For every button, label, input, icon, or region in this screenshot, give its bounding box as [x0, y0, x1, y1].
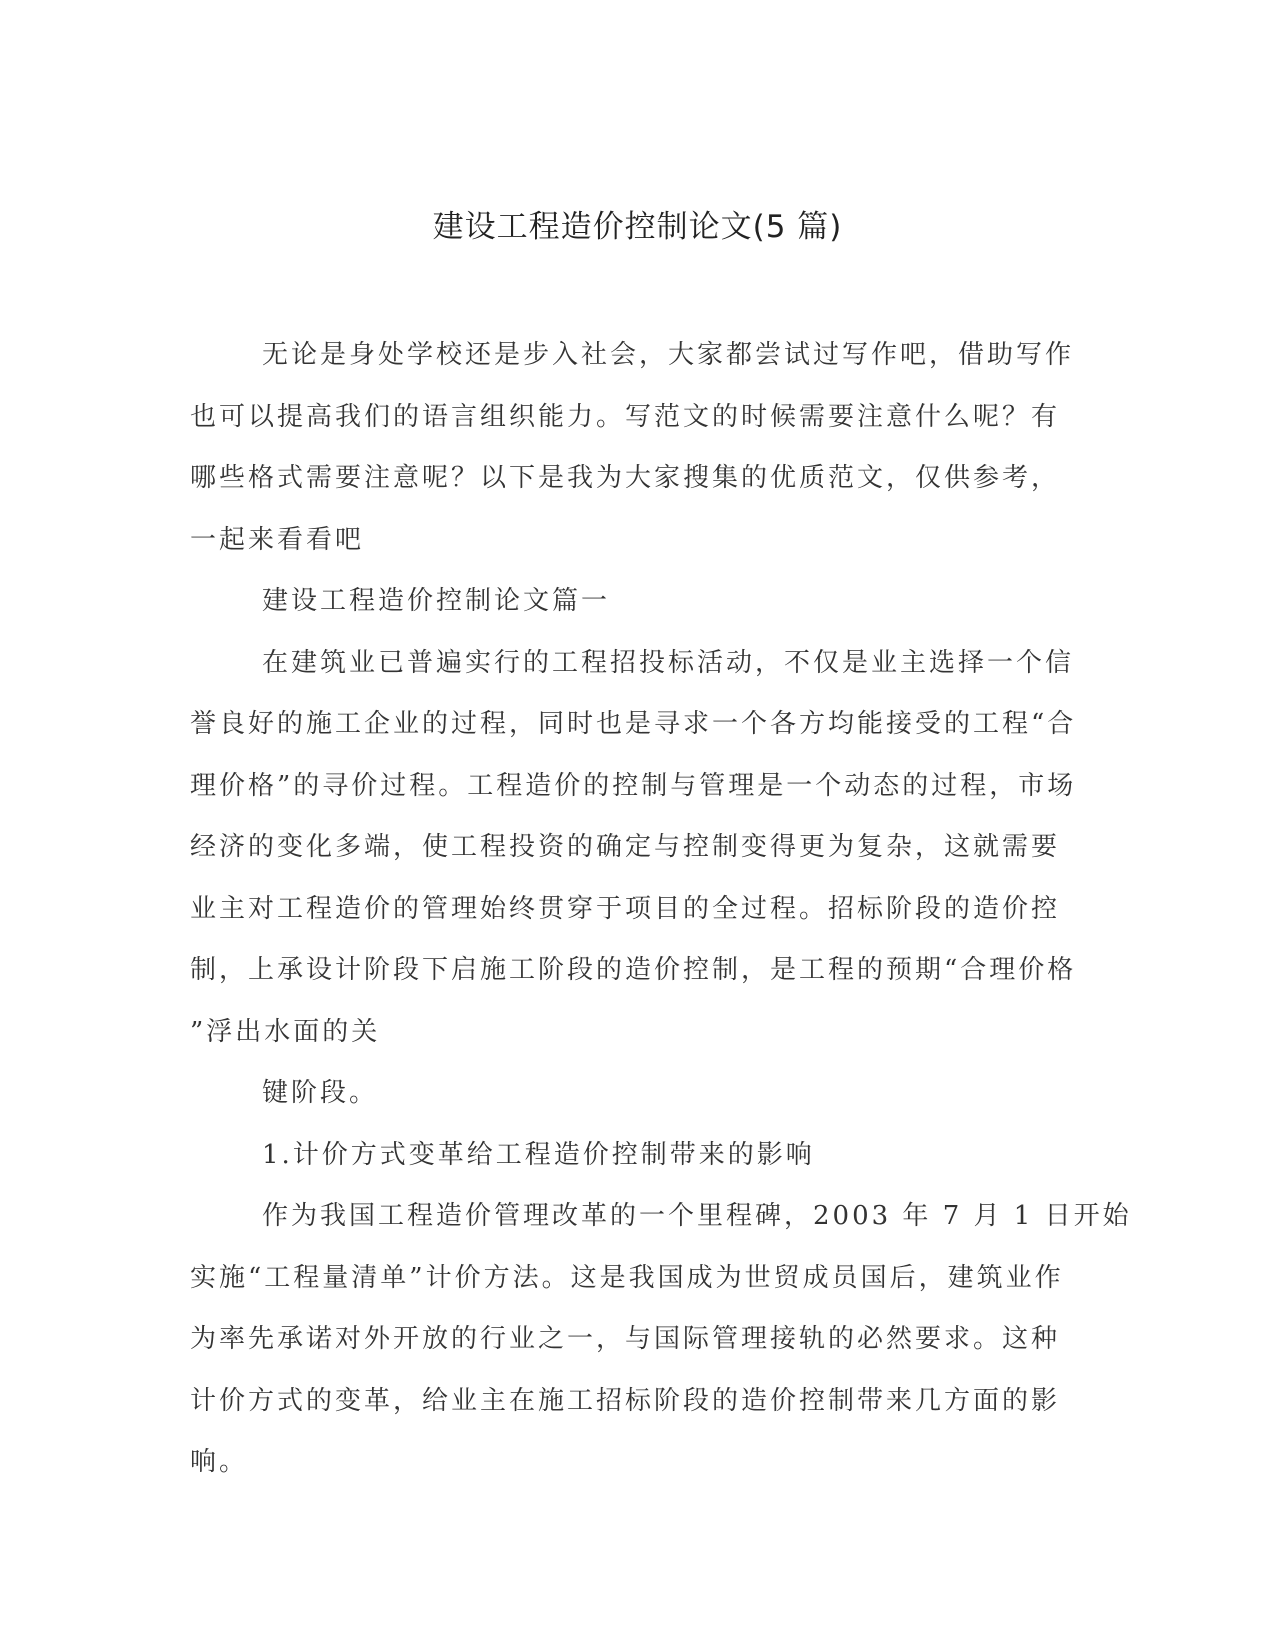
paragraph-line: 也可以提高我们的语言组织能力。写范文的时候需要注意什么呢？有 — [190, 401, 1061, 432]
section-heading: 建设工程造价控制论文篇一 — [262, 586, 611, 616]
paragraph-line: 业主对工程造价的管理始终贯穿于项目的全过程。招标阶段的造价控 — [190, 893, 1061, 924]
paragraph-line: 作为我国工程造价管理改革的一个里程碑，2003 年 7 月 1 日开始 — [262, 1201, 1132, 1231]
paragraph-line: 一起来看看吧 — [190, 524, 365, 555]
paragraph-line: 在建筑业已普遍实行的工程招投标活动，不仅是业主选择一个信 — [262, 647, 1075, 678]
document-body — [190, 325, 1132, 1494]
paragraph-line: 键阶段。 — [262, 1078, 379, 1108]
paragraph-line: 为率先承诺对外开放的行业之一，与国际管理接轨的必然要求。这种 — [190, 1324, 1061, 1354]
paragraph-line: 实施“工程量清单”计价方法。这是我国成为世贸成员国后，建筑业作 — [190, 1262, 1064, 1293]
paragraph-line: 理价格”的寻价过程。工程造价的控制与管理是一个动态的过程，市场 — [190, 770, 1077, 801]
paragraph-line: 誉良好的施工企业的过程，同时也是寻求一个各方均能接受的工程“合 — [190, 709, 1077, 739]
paragraph-line: 响。 — [190, 1447, 249, 1477]
document-title: 建设工程造价控制论文(5 篇) — [432, 209, 843, 245]
paragraph-line: 计价方式的变革，给业主在施工招标阶段的造价控制带来几方面的影 — [190, 1385, 1061, 1416]
paragraph-line: 哪些格式需要注意呢？以下是我为大家搜集的优质范文，仅供参考， — [190, 463, 1061, 493]
paragraph-line: 无论是身处学校还是步入社会，大家都尝试过写作吧，借助写作 — [262, 340, 1075, 370]
paragraph-line: ”浮出水面的关 — [190, 1016, 381, 1047]
subsection-heading: 1.计价方式变革给工程造价控制带来的影响 — [262, 1139, 815, 1170]
paragraph-line: 经济的变化多端，使工程投资的确定与控制变得更为复杂，这就需要 — [190, 832, 1061, 862]
paragraph-line: 制，上承设计阶段下启施工阶段的造价控制，是工程的预期“合理价格 — [190, 955, 1077, 985]
